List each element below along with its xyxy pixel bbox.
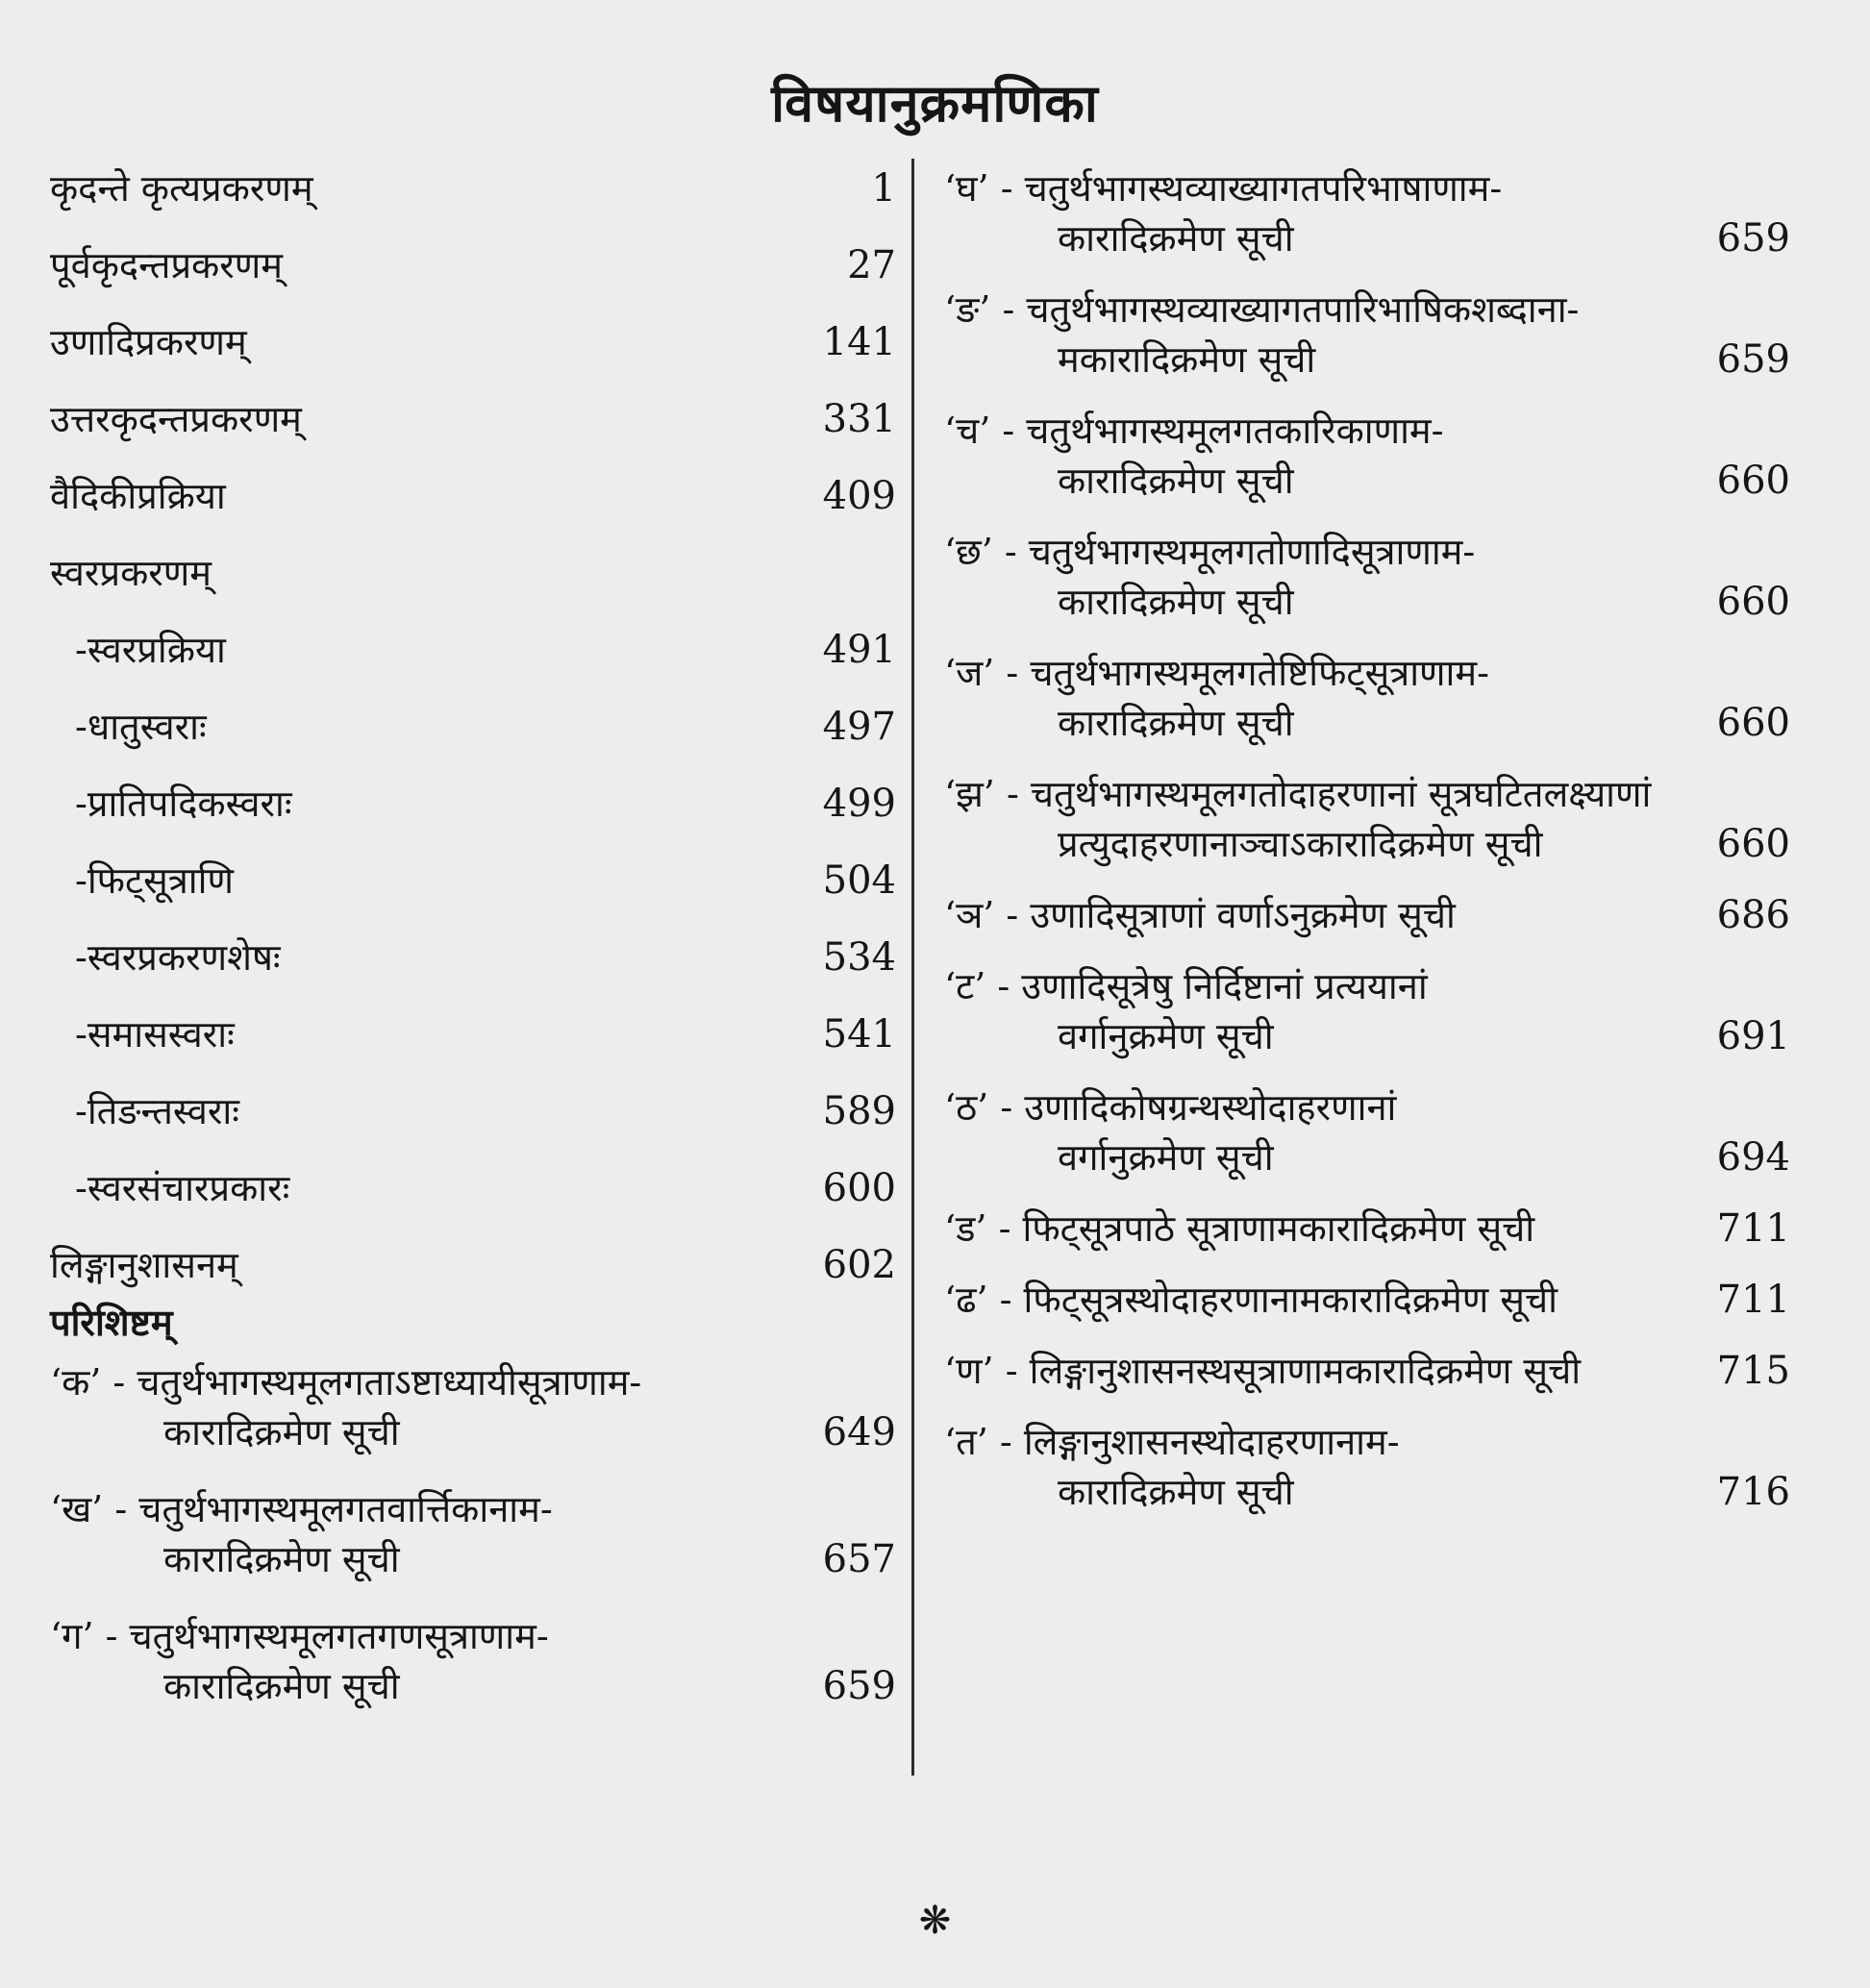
toc-entry-page: 602 bbox=[822, 1243, 896, 1287]
appendix-entry-title: ‘ठ’ - उणादिकोषग्रन्थस्थोदाहरणानां bbox=[944, 1086, 1397, 1129]
appendix-entry-title: ‘ग’ - चतुर्थभागस्थमूलगतगणसूत्राणाम- bbox=[50, 1615, 549, 1657]
toc-entry-page: 491 bbox=[822, 628, 896, 672]
toc-entry bbox=[50, 1240, 896, 1290]
appendix-entry-subtitle: कारादिक्रमेण सूची bbox=[1058, 702, 1294, 744]
appendix-entry-title: ‘ज’ - चतुर्थभागस्थमूलगतेष्टिफिट्सूत्राणाम- bbox=[944, 652, 1489, 694]
appendix-heading: परिशिष्टम् bbox=[50, 1301, 173, 1344]
appendix-entry-subtitle: कारादिक्रमेण सूची bbox=[163, 1538, 400, 1580]
left-column bbox=[50, 163, 896, 1711]
appendix-entry-page: 691 bbox=[1716, 1014, 1790, 1058]
toc-entry-title: उणादिप्रकरणम् bbox=[50, 321, 247, 363]
toc-entry-title: वैदिकीप्रक्रिया bbox=[50, 475, 226, 517]
right-appendix-list bbox=[944, 163, 1790, 1517]
appendix-entry-page: 686 bbox=[1716, 893, 1790, 937]
appendix-entry-continuation bbox=[50, 1534, 896, 1584]
appendix-entry-page: 711 bbox=[1716, 1278, 1790, 1322]
appendix-heading-row bbox=[50, 1298, 896, 1348]
main-entries bbox=[50, 163, 896, 1290]
appendix-entry-page: 660 bbox=[1716, 822, 1790, 866]
appendix-entry-subtitle: कारादिक्रमेण सूची bbox=[1058, 217, 1294, 260]
appendix-entry-page: 660 bbox=[1716, 580, 1790, 624]
appendix-entry-title: ‘क’ - चतुर्थभागस्थमूलगताऽष्टाध्यायीसूत्राणाम- bbox=[50, 1361, 642, 1404]
toc-entry bbox=[50, 856, 896, 906]
toc-entry-page: 504 bbox=[822, 858, 896, 903]
column-divider bbox=[911, 159, 914, 1776]
appendix-entry-continuation bbox=[50, 1407, 896, 1457]
toc-entry-title: -फिट्सूत्राणि bbox=[75, 859, 234, 902]
toc-entry-title: -स्वरप्रकरणशेषः bbox=[75, 936, 281, 979]
appendix-entry bbox=[944, 163, 1790, 263]
appendix-entry-title: ‘ञ’ - उणादिसूत्राणां वर्णाऽनुक्रमेण सूची bbox=[944, 894, 1456, 936]
appendix-entry-page: 711 bbox=[1716, 1206, 1790, 1251]
appendix-entry-subtitle: कारादिक्रमेण सूची bbox=[1058, 460, 1294, 502]
toc-entry-page: 1 bbox=[871, 166, 896, 211]
toc-entry-page: 27 bbox=[847, 243, 896, 287]
toc-entry-page: 534 bbox=[822, 935, 896, 980]
toc-entry bbox=[50, 1086, 896, 1136]
appendix-entry-page: 716 bbox=[1716, 1470, 1790, 1514]
toc-entry-page: 331 bbox=[822, 397, 896, 441]
appendix-entry bbox=[944, 1082, 1790, 1182]
appendix-entry bbox=[50, 1484, 896, 1584]
appendix-entry-page: 659 bbox=[1716, 337, 1790, 382]
appendix-entry-subtitle: कारादिक्रमेण सूची bbox=[1058, 581, 1294, 623]
appendix-entry-continuation bbox=[944, 1132, 1790, 1182]
appendix-entry-subtitle: वर्गानुक्रमेण सूची bbox=[1058, 1015, 1274, 1057]
appendix-entry-subtitle: कारादिक्रमेण सूची bbox=[163, 1665, 400, 1707]
appendix-entry-page: 659 bbox=[822, 1664, 896, 1708]
toc-entry bbox=[50, 932, 896, 982]
appendix-entry bbox=[944, 1275, 1790, 1325]
toc-entry-title: -समासस्वराः bbox=[75, 1013, 235, 1056]
appendix-entry bbox=[944, 285, 1790, 385]
appendix-entry bbox=[944, 527, 1790, 627]
toc-entry-title: पूर्वकृदन्तप्रकरणम् bbox=[50, 244, 283, 286]
toc-entry-title: -स्वरसंचारप्रकारः bbox=[75, 1167, 290, 1209]
appendix-entry-title: ‘ढ’ - फिट्सूत्रस्थोदाहरणानामकारादिक्रमेण सूची bbox=[944, 1279, 1558, 1321]
appendix-entry-continuation bbox=[944, 456, 1790, 506]
appendix-entry-page: 660 bbox=[1716, 459, 1790, 503]
toc-entry-page: 589 bbox=[822, 1089, 896, 1133]
toc-entry bbox=[50, 394, 896, 444]
appendix-entry-title: ‘ङ’ - चतुर्थभागस्थव्याख्यागतपारिभाषिकशब्दाना- bbox=[944, 288, 1580, 331]
toc-entry bbox=[50, 163, 896, 213]
appendix-entry-title: ‘ट’ - उणादिसूत्रेषु निर्दिष्टानां प्रत्ययानां bbox=[944, 965, 1428, 1007]
appendix-entry-title: ‘ण’ - लिङ्गानुशासनस्थसूत्राणामकारादिक्रमेण सूची bbox=[944, 1350, 1582, 1392]
appendix-entry-subtitle: कारादिक्रमेण सूची bbox=[1058, 1471, 1294, 1513]
appendix-entry-continuation bbox=[944, 577, 1790, 627]
appendix-entry-page: 694 bbox=[1716, 1135, 1790, 1180]
page-title: विषयानुक्रमणिका bbox=[771, 72, 1099, 134]
appendix-entry bbox=[944, 1204, 1790, 1254]
appendix-entry-title: ‘त’ - लिङ्गानुशासनस्थोदाहरणानाम- bbox=[944, 1421, 1400, 1463]
toc-entry bbox=[50, 471, 896, 521]
appendix-entry-title: ‘ड’ - फिट्सूत्रपाठे सूत्राणामकारादिक्रमेण सूची bbox=[944, 1207, 1535, 1250]
toc-entry-page: 497 bbox=[822, 705, 896, 749]
toc-entry-title: कृदन्ते कृत्यप्रकरणम् bbox=[50, 167, 313, 210]
appendix-entry bbox=[944, 648, 1790, 748]
appendix-entry bbox=[944, 890, 1790, 940]
appendix-entry-continuation bbox=[944, 819, 1790, 869]
appendix-entry-page: 715 bbox=[1716, 1349, 1790, 1393]
appendix-entry bbox=[944, 1346, 1790, 1396]
toc-entry bbox=[50, 548, 896, 598]
appendix-entry-page: 659 bbox=[1716, 216, 1790, 261]
appendix-entry bbox=[944, 1417, 1790, 1517]
right-column bbox=[944, 163, 1790, 1517]
appendix-entry-page: 649 bbox=[822, 1410, 896, 1454]
appendix-entry-subtitle: प्रत्युदाहरणानाञ्चाऽकारादिक्रमेण सूची bbox=[1058, 823, 1543, 865]
appendix-entry-title: ‘च’ - चतुर्थभागस्थमूलगतकारिकाणाम- bbox=[944, 410, 1444, 452]
toc-entry bbox=[50, 779, 896, 829]
toc-entry bbox=[50, 1163, 896, 1213]
appendix-entry-continuation bbox=[944, 698, 1790, 748]
toc-entry bbox=[50, 240, 896, 290]
toc-entry bbox=[50, 702, 896, 752]
appendix-entry-continuation bbox=[944, 213, 1790, 263]
appendix-entry-title: ‘झ’ - चतुर्थभागस्थमूलगतोदाहरणानां सूत्रघटितलक्ष्याणां bbox=[944, 773, 1652, 815]
toc-entry-title: -स्वरप्रक्रिया bbox=[75, 629, 226, 671]
toc-entry bbox=[50, 1009, 896, 1059]
appendix-entry-continuation bbox=[944, 335, 1790, 385]
toc-entry-title: लिङ्गानुशासनम् bbox=[50, 1244, 238, 1286]
toc-entry-title: -धातुस्वराः bbox=[75, 706, 207, 748]
toc-entry-title: उत्तरकृदन्तप्रकरणम् bbox=[50, 398, 302, 440]
toc-entry-title: स्वरप्रकरणम् bbox=[50, 552, 212, 594]
toc-entry-title: -प्रातिपदिकस्वराः bbox=[75, 783, 292, 825]
appendix-entry bbox=[944, 961, 1790, 1061]
appendix-entry-page: 660 bbox=[1716, 701, 1790, 745]
toc-entry-page: 499 bbox=[822, 782, 896, 826]
appendix-entry-subtitle: कारादिक्रमेण सूची bbox=[163, 1411, 400, 1454]
toc-entry-page: 600 bbox=[822, 1166, 896, 1210]
toc-entry bbox=[50, 317, 896, 367]
appendix-entry-continuation bbox=[944, 1011, 1790, 1061]
appendix-entry-title: ‘घ’ - चतुर्थभागस्थव्याख्यागतपरिभाषाणाम- bbox=[944, 167, 1503, 210]
toc-entry bbox=[50, 625, 896, 675]
appendix-entry bbox=[944, 769, 1790, 869]
appendix-entry-page: 657 bbox=[822, 1537, 896, 1581]
appendix-entry-continuation bbox=[944, 1467, 1790, 1517]
appendix-entry bbox=[50, 1357, 896, 1457]
toc-entry-page: 409 bbox=[822, 474, 896, 518]
appendix-entry-title: ‘ख’ - चतुर्थभागस्थमूलगतवार्त्तिकानाम- bbox=[50, 1488, 553, 1530]
toc-entry-page: 541 bbox=[822, 1012, 896, 1056]
appendix-entry bbox=[944, 406, 1790, 506]
toc-entry-title: -तिङन्तस्वराः bbox=[75, 1090, 239, 1132]
appendix-entry-subtitle: वर्गानुक्रमेण सूची bbox=[1058, 1136, 1274, 1179]
left-appendix-list bbox=[50, 1357, 896, 1711]
appendix-entry-continuation bbox=[50, 1661, 896, 1711]
ornament-icon: ❋ bbox=[918, 1899, 952, 1943]
appendix-entry bbox=[50, 1611, 896, 1711]
toc-entry-page: 141 bbox=[822, 320, 896, 364]
appendix-entry-subtitle: मकारादिक्रमेण सूची bbox=[1058, 338, 1316, 381]
appendix-entry-title: ‘छ’ - चतुर्थभागस्थमूलगतोणादिसूत्राणाम- bbox=[944, 531, 1476, 573]
